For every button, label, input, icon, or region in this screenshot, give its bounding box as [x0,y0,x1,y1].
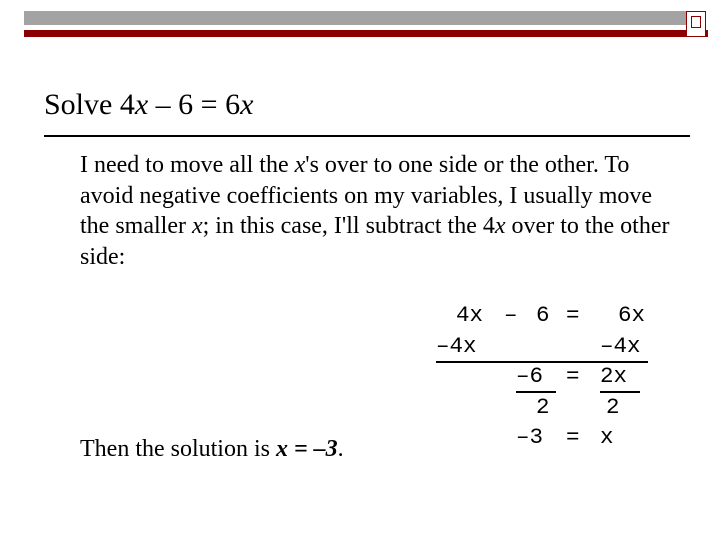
title-middle: – 6 = 6 [148,88,241,121]
decorative-square-icon [686,11,706,37]
row5-right-term: x [600,424,614,450]
title-prefix: Solve 4 [44,88,135,121]
equation-row-5 [436,424,614,455]
row1-constant: 6 [536,302,550,328]
row1-operator: – [504,302,518,328]
row2-left-term: –4x [436,332,477,359]
equation-row-4 [436,393,620,425]
worked-solution [436,302,646,455]
paragraph-part-2: 's over to one side or the other. To avoid negative coefficients on my variables, I usually move the smaller [80,152,653,239]
conclusion-period: . [337,436,344,462]
row2-right-term: –4x [600,332,641,359]
row1-left-term: 4x [456,302,484,328]
row4-right-divisor: 2 [606,393,620,420]
paragraph-variable-2: x [191,213,203,239]
decorative-gray-bar [24,11,686,25]
row1-equals: = [566,302,580,328]
title-bar-decoration [24,11,708,37]
decorative-red-bar [24,30,708,37]
conclusion-lead: Then the solution is [80,436,276,462]
row1-right-term: 6x [618,302,646,328]
row3-right-term: 2x [600,363,628,389]
title-variable-1: x [134,88,149,121]
paragraph-variable-3: x [494,213,506,239]
solution-answer: x = –3 [275,436,338,462]
row5-equals: = [566,424,580,450]
row4-left-divisor: 2 [536,393,550,420]
slide-title [44,88,253,122]
equation-row-3 [436,363,628,394]
decorative-inner-square-icon [691,16,701,28]
equation-row-1 [436,302,646,333]
title-divider [44,135,690,137]
row3-equals: = [566,363,580,389]
equation-row-2 [436,332,641,364]
title-variable-2: x [240,88,254,121]
paragraph-part-3: ; in this case, I'll subtract the 4 [202,213,495,239]
paragraph-part-4: over to the other side: [80,213,670,270]
paragraph-variable-1: x [294,152,306,178]
row3-left-term: –6 [516,363,544,389]
paragraph-part-1: I need to move all the [80,152,295,178]
conclusion-text [80,436,344,463]
explanation-paragraph [80,150,680,272]
row5-left-term: –3 [516,424,544,450]
